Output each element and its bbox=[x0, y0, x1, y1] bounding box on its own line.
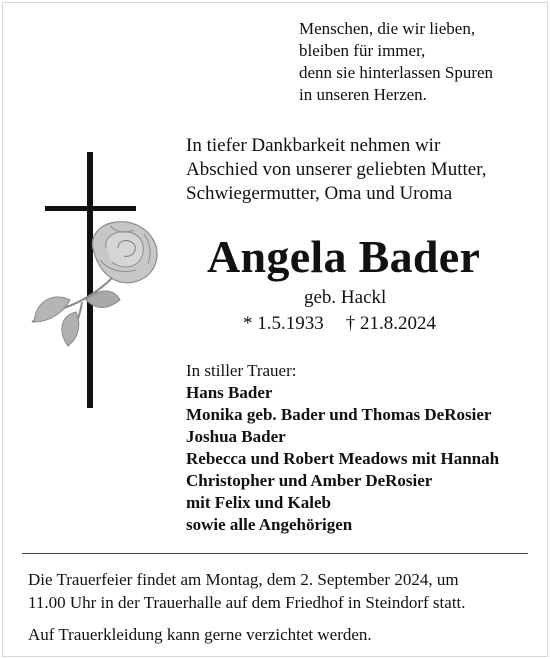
birth-name: geb. Hackl bbox=[304, 287, 387, 308]
mourner-name: Joshua Bader bbox=[186, 427, 286, 446]
mourners-lead: In stiller Trauer: bbox=[186, 361, 297, 380]
rose-leaf bbox=[34, 297, 70, 322]
mourner-name: sowie alle Angehörigen bbox=[186, 515, 353, 534]
mourner-name: mit Felix und Kaleb bbox=[186, 493, 331, 512]
intro-text bbox=[186, 134, 487, 206]
intro-line: Abschied von unserer geliebten Mutter, bbox=[186, 159, 487, 180]
intro-line: In tiefer Dankbarkeit nehmen wir bbox=[186, 135, 441, 156]
intro-line: Schwiegermutter, Oma und Uroma bbox=[186, 183, 453, 204]
service-info bbox=[28, 568, 466, 646]
dress-note: Auf Trauerkleidung kann gerne verzichtet werden. bbox=[28, 625, 372, 644]
life-dates bbox=[243, 313, 436, 335]
service-line: 11.00 Uhr in der Trauerhalle auf dem Friedhof in Steindorf statt. bbox=[28, 593, 466, 612]
poem-line: Menschen, die wir lieben, bbox=[299, 19, 476, 38]
memorial-poem bbox=[299, 18, 493, 106]
cross-with-rose-icon bbox=[24, 150, 164, 410]
section-divider bbox=[22, 553, 528, 554]
poem-line: bleiben für immer, bbox=[299, 41, 426, 60]
cross-vertical-bar bbox=[87, 152, 93, 408]
mourner-name: Rebecca und Robert Meadows mit Hannah bbox=[186, 449, 500, 468]
deceased-name: Angela Bader bbox=[207, 231, 481, 282]
rose-bloom bbox=[92, 222, 157, 283]
mourner-name: Monika geb. Bader und Thomas DeRosier bbox=[186, 405, 492, 424]
cross-horizontal-bar bbox=[45, 206, 136, 211]
mourner-name: Hans Bader bbox=[186, 383, 273, 402]
death-date: † 21.8.2024 bbox=[345, 313, 436, 334]
poem-line: denn sie hinterlassen Spuren bbox=[299, 63, 494, 82]
rose-leaf bbox=[62, 312, 79, 346]
mourners-list bbox=[186, 360, 499, 536]
poem-line: in unseren Herzen. bbox=[299, 85, 427, 104]
birth-date: * 1.5.1933 bbox=[243, 313, 324, 334]
mourner-name: Christopher und Amber DeRosier bbox=[186, 471, 433, 490]
service-line: Die Trauerfeier findet am Montag, dem 2. September 2024, um bbox=[28, 570, 459, 589]
